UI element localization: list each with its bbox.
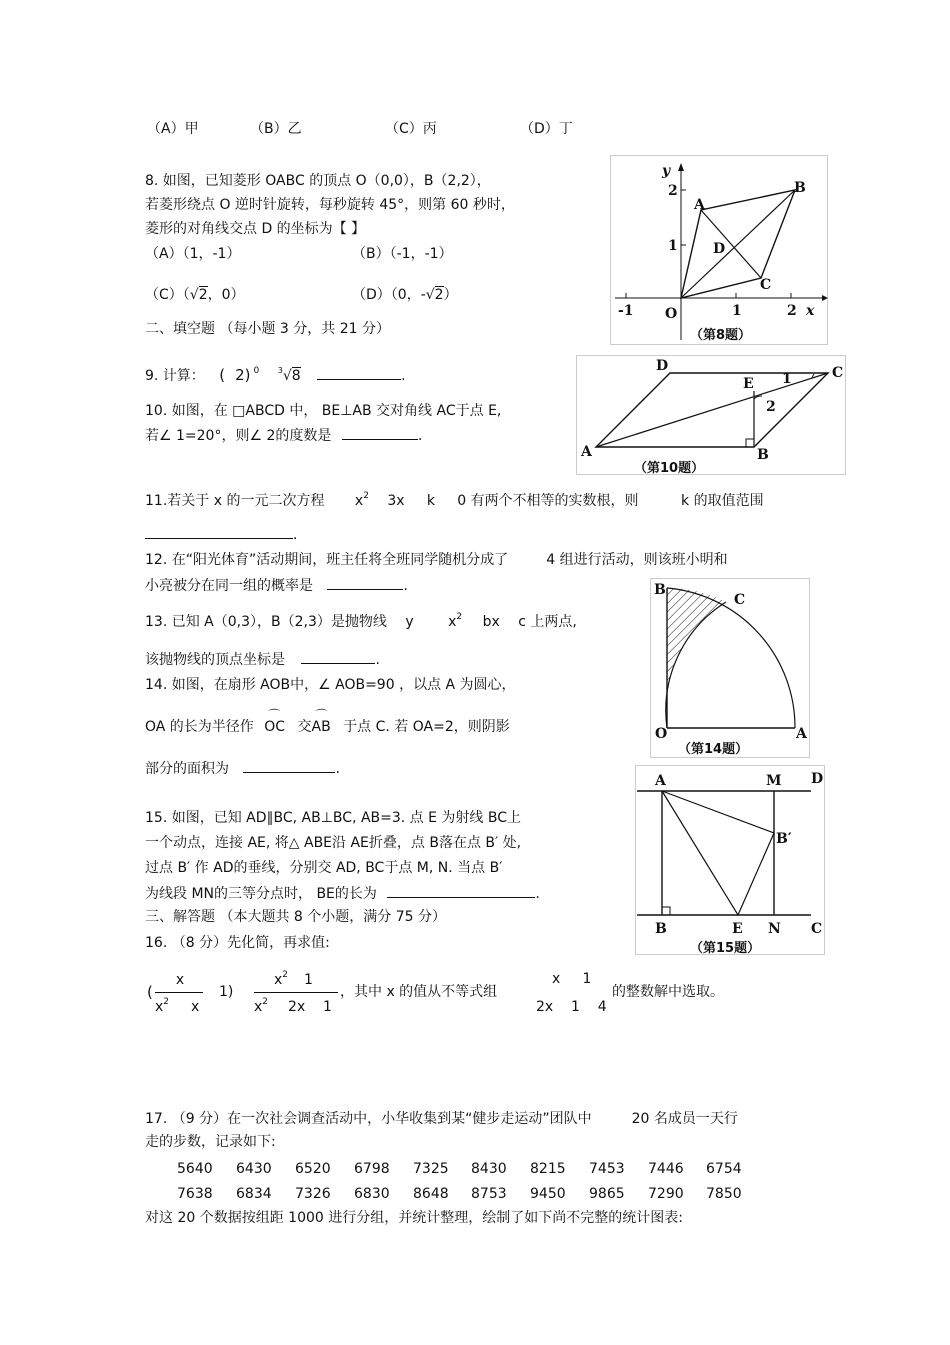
fig14-label-b: B bbox=[654, 582, 666, 598]
q14-arc2-label: AB bbox=[311, 719, 331, 735]
q8-optc-pre: （C）（ bbox=[145, 287, 190, 303]
fig8-label-1: 1 bbox=[668, 238, 678, 254]
q12-tail: . bbox=[403, 578, 408, 594]
fig8-label-a: A bbox=[694, 197, 705, 213]
q8-optd-root: 2 bbox=[434, 287, 444, 303]
q17-value: 8648 bbox=[413, 1186, 449, 1202]
q17-value: 8430 bbox=[471, 1161, 507, 1177]
q8-option-a: （A）（1，-1） bbox=[145, 246, 241, 262]
q16-f2-den-b: 2x 1 bbox=[288, 999, 332, 1015]
q13-line1 bbox=[145, 614, 577, 632]
q17-value: 6520 bbox=[295, 1161, 331, 1177]
q9-answer-blank[interactable] bbox=[317, 367, 401, 380]
fig8-label-c: C bbox=[760, 277, 772, 293]
fig8-label-x2: 2 bbox=[787, 303, 797, 319]
q11-suffix: 有两个不相等的实数根，则 bbox=[470, 493, 639, 509]
figure-q8 bbox=[610, 155, 828, 345]
q9-label: 9. 计算： bbox=[145, 368, 205, 384]
q14-arc-ab bbox=[311, 708, 331, 735]
q7-option-c: （C）丙 bbox=[385, 121, 437, 137]
fig10-label-c: C bbox=[832, 365, 844, 381]
q16-f2-den-exp: 2 bbox=[262, 997, 269, 1007]
q13-bx: bx bbox=[482, 614, 500, 630]
q9 bbox=[145, 367, 406, 386]
fig8-label-x1: 1 bbox=[732, 303, 742, 319]
q8-line2: 若菱形绕点 O 逆时针旋转，每秒旋转 45°，则第 60 秒时， bbox=[145, 197, 515, 213]
sqrt-symbol: √ bbox=[189, 287, 199, 303]
q17-value: 6430 bbox=[236, 1161, 272, 1177]
fig10-label-1: 1 bbox=[782, 371, 792, 387]
q13-answer-blank[interactable] bbox=[301, 651, 375, 664]
q9-tail: . bbox=[401, 368, 406, 384]
fig8-label-b: B bbox=[794, 180, 806, 196]
fig14-caption: （第14题） bbox=[678, 742, 749, 757]
arc-mark-icon: ⌒ bbox=[268, 708, 281, 722]
q12-line2 bbox=[145, 577, 408, 594]
figure-q14 bbox=[650, 578, 810, 758]
fig10-label-2: 2 bbox=[766, 399, 776, 415]
fig15-label-c: C bbox=[811, 921, 823, 937]
q17-value: 8753 bbox=[471, 1186, 507, 1202]
q17-value: 9450 bbox=[530, 1186, 566, 1202]
q14-line3 bbox=[145, 760, 340, 777]
q17-value: 7638 bbox=[177, 1186, 213, 1202]
q17-value: 5640 bbox=[177, 1161, 213, 1177]
fig15-label-b: B bbox=[655, 921, 667, 937]
figure-q10 bbox=[576, 355, 846, 475]
q16-system-line1: x 1 bbox=[552, 971, 592, 987]
q15-line4-text: 为线段 MN的三等分点时， BE的长为 bbox=[145, 886, 377, 902]
q16-f1-den-exp: 2 bbox=[163, 997, 170, 1007]
q8-option-c bbox=[145, 287, 245, 303]
fig8-label-y: y bbox=[662, 163, 671, 179]
q16-lparen: ( bbox=[147, 983, 153, 1001]
q17-value: 7446 bbox=[648, 1161, 684, 1177]
q8-optd-pre: （D）（0，- bbox=[352, 287, 426, 303]
q11-x: x bbox=[354, 493, 364, 509]
q14-line1: 14. 如图，在扇形 AOB中，∠ AOB=90 ，以点 A 为圆心， bbox=[145, 677, 516, 693]
q12-line2-text: 小亮被分在同一组的概率是 bbox=[145, 578, 313, 594]
q14-line2-c: 于点 C. 若 OA=2，则阴影 bbox=[343, 719, 510, 735]
q15-line4 bbox=[145, 885, 540, 902]
q16-mid: ，其中 x 的值从不等式组 bbox=[340, 984, 498, 1000]
fig15-label-d: D bbox=[811, 771, 824, 787]
q17-value: 7326 bbox=[295, 1186, 331, 1202]
q16-f1-den-x: x bbox=[155, 999, 164, 1015]
q17-value: 6830 bbox=[354, 1186, 390, 1202]
q16-frac1-den bbox=[155, 999, 199, 1017]
q16-frac1-num: x bbox=[175, 972, 185, 988]
q7-option-a: （A）甲 bbox=[147, 121, 199, 137]
q13-y: y bbox=[405, 614, 414, 630]
q11-equation-rest: 3x k 0 bbox=[387, 493, 467, 509]
fig8-label-neg1: -1 bbox=[618, 303, 634, 319]
fig8-label-x: x bbox=[806, 303, 815, 319]
q16-minus1: 1) bbox=[219, 984, 234, 1000]
q14-line2-b: 交 bbox=[297, 719, 312, 735]
q7-option-b: （B）乙 bbox=[250, 121, 302, 137]
q16-f1-den-b: x bbox=[191, 999, 200, 1015]
fig10-label-e: E bbox=[743, 376, 754, 392]
q17-value: 6798 bbox=[354, 1161, 390, 1177]
q17-value: 7290 bbox=[648, 1186, 684, 1202]
q8-optc-post: ，0） bbox=[207, 287, 245, 303]
fig15-label-bprime: B′ bbox=[776, 831, 792, 847]
q15-line1: 15. 如图，已知 AD∥BC, AB⊥BC, AB=3. 点 E 为射线 BC上 bbox=[145, 810, 522, 826]
q10-answer-blank[interactable] bbox=[342, 427, 418, 440]
q16-f2-num-b: 1 bbox=[304, 972, 313, 988]
fig14-label-a: A bbox=[796, 726, 807, 742]
q17-line3: 对这 20 个数据按组距 1000 进行分组，并统计整理，绘制了如下尚不完整的统计图表: bbox=[145, 1210, 683, 1226]
q15-line3: 过点 B′ 作 AD的垂线，分别交 AD, BC于点 M, N. 当点 B′ bbox=[145, 860, 503, 876]
q9-exponent: 0 bbox=[253, 366, 260, 376]
fig10-label-d: D bbox=[656, 358, 669, 374]
fig14-label-o: O bbox=[655, 726, 668, 742]
q16-end: 的整数解中选取。 bbox=[612, 984, 724, 1000]
q8-optd-post: ） bbox=[443, 287, 458, 303]
fig8-label-2: 2 bbox=[668, 183, 678, 199]
q9-expr-base: 2) bbox=[235, 366, 251, 384]
section-3-heading: 三、解答题 （本大题共 8 个小题，满分 75 分） bbox=[145, 909, 446, 925]
q13-tail: . bbox=[375, 652, 380, 668]
q15-tail: . bbox=[535, 886, 540, 902]
fig15-label-e: E bbox=[732, 921, 743, 937]
fig8-label-o: O bbox=[665, 306, 678, 322]
q17-line1-a: 17. （9 分）在一次社会调查活动中，小华收集到某“健步走运动”团队中 bbox=[145, 1111, 592, 1127]
q16-frac2-bar bbox=[254, 992, 338, 993]
fig10-label-a: A bbox=[581, 444, 592, 460]
q14-line2 bbox=[145, 708, 510, 735]
fig10-caption: （第10题） bbox=[634, 461, 705, 475]
q10-line2 bbox=[145, 427, 422, 444]
q17-line1 bbox=[145, 1111, 738, 1127]
q11-end: 的取值范围 bbox=[693, 493, 764, 509]
q11-blank-line bbox=[145, 526, 297, 543]
q16-title: 16. （8 分）先化简，再求值: bbox=[145, 935, 330, 951]
q13-line2 bbox=[145, 651, 380, 668]
q8-line3: 菱形的对角线交点 D 的坐标为【 】 bbox=[145, 221, 366, 237]
q16-frac2-num bbox=[274, 972, 313, 990]
q17-value: 9865 bbox=[589, 1186, 625, 1202]
q16-system-line2: 2x 1 4 bbox=[536, 999, 607, 1015]
figure-q15 bbox=[635, 765, 825, 955]
q17-line1-b: 20 名成员一天行 bbox=[631, 1111, 738, 1127]
q7-option-d: （D）丁 bbox=[520, 121, 573, 137]
q14-line3-text: 部分的面积为 bbox=[145, 761, 229, 777]
q16-f2-num-x: x bbox=[274, 972, 283, 988]
q13-line1-text: 13. 已知 A（0,3），B（2,3）是抛物线 bbox=[145, 614, 387, 630]
q11-prefix: 11.若关于 x 的一元二次方程 bbox=[145, 493, 325, 509]
q17-value: 7325 bbox=[413, 1161, 449, 1177]
q14-arc1-label: OC bbox=[264, 719, 286, 735]
q9-root-index: 3 bbox=[277, 366, 283, 375]
q14-tail: . bbox=[335, 761, 340, 777]
q12-line1 bbox=[145, 552, 728, 568]
q11 bbox=[145, 493, 764, 511]
cube-root-symbol: √ bbox=[282, 368, 292, 384]
fig8-label-d: D bbox=[713, 241, 726, 257]
q17-value: 7850 bbox=[706, 1186, 742, 1202]
q14-answer-blank[interactable] bbox=[243, 760, 335, 773]
q10-line1: 10. 如图，在 □ABCD 中， BE⊥AB 交对角线 AC于点 E, bbox=[145, 403, 502, 419]
q16-f2-num-exp: 2 bbox=[282, 970, 289, 980]
arc-mark-icon: ⌒ bbox=[315, 708, 328, 722]
q13-exponent: 2 bbox=[456, 612, 463, 622]
q17-value: 6754 bbox=[706, 1161, 742, 1177]
fig14-label-c: C bbox=[734, 592, 746, 608]
q15-line2: 一个动点，连接 AE, 将△ ABE沿 AE折叠，点 B落在点 B′ 处, bbox=[145, 835, 522, 851]
q12-line1-a: 12. 在“阳光体育”活动期间，班主任将全班同学随机分成了 bbox=[145, 552, 509, 568]
q10-line2-text: 若∠ 1=20°，则∠ 2的度数是 bbox=[145, 428, 332, 444]
q14-line2-a: OA 的长为半径作 bbox=[145, 719, 254, 735]
q17-value: 6834 bbox=[236, 1186, 272, 1202]
q8-line1: 8. 如图，已知菱形 OABC 的顶点 O（0,0），B（2,2）， bbox=[145, 173, 491, 189]
fig15-label-n: N bbox=[768, 921, 781, 937]
fig15-caption: （第15题） bbox=[690, 941, 761, 955]
q12-line1-b: 4 组进行活动，则该班小明和 bbox=[546, 552, 728, 568]
q17-value: 7453 bbox=[589, 1161, 625, 1177]
q13-line2-text: 该抛物线的顶点坐标是 bbox=[145, 652, 285, 668]
q17-line2: 走的步数，记录如下: bbox=[145, 1134, 276, 1150]
q9-expr-paren: ( bbox=[219, 366, 226, 384]
sqrt-symbol: √ bbox=[425, 287, 435, 303]
q11-answer-blank[interactable] bbox=[145, 526, 293, 539]
q16-frac2-den bbox=[254, 999, 332, 1017]
q12-answer-blank[interactable] bbox=[327, 577, 403, 590]
q15-answer-blank[interactable] bbox=[387, 885, 535, 898]
fig15-label-a: A bbox=[655, 773, 666, 789]
q11-k: k bbox=[681, 493, 690, 509]
q16-f2-den-x: x bbox=[254, 999, 263, 1015]
q11-tail: . bbox=[293, 527, 298, 543]
q14-arc-oc bbox=[264, 708, 286, 735]
q11-exponent: 2 bbox=[363, 491, 369, 501]
q13-c-tail: c 上两点, bbox=[518, 614, 577, 630]
q8-optc-root: 2 bbox=[198, 287, 208, 303]
q16-frac1-bar bbox=[155, 992, 203, 993]
fig15-label-m: M bbox=[766, 773, 782, 789]
fig10-label-b: B bbox=[757, 447, 769, 463]
q9-root-value: 8 bbox=[291, 368, 301, 384]
section-2-heading: 二、填空题 （每小题 3 分，共 21 分） bbox=[145, 321, 390, 337]
q8-option-b: （B）（-1，-1） bbox=[352, 246, 453, 262]
fig8-caption: （第8题） bbox=[690, 328, 752, 343]
q10-tail: . bbox=[417, 428, 423, 444]
q13-x: x bbox=[448, 614, 457, 630]
q8-option-d bbox=[352, 287, 458, 303]
q17-value: 8215 bbox=[530, 1161, 566, 1177]
